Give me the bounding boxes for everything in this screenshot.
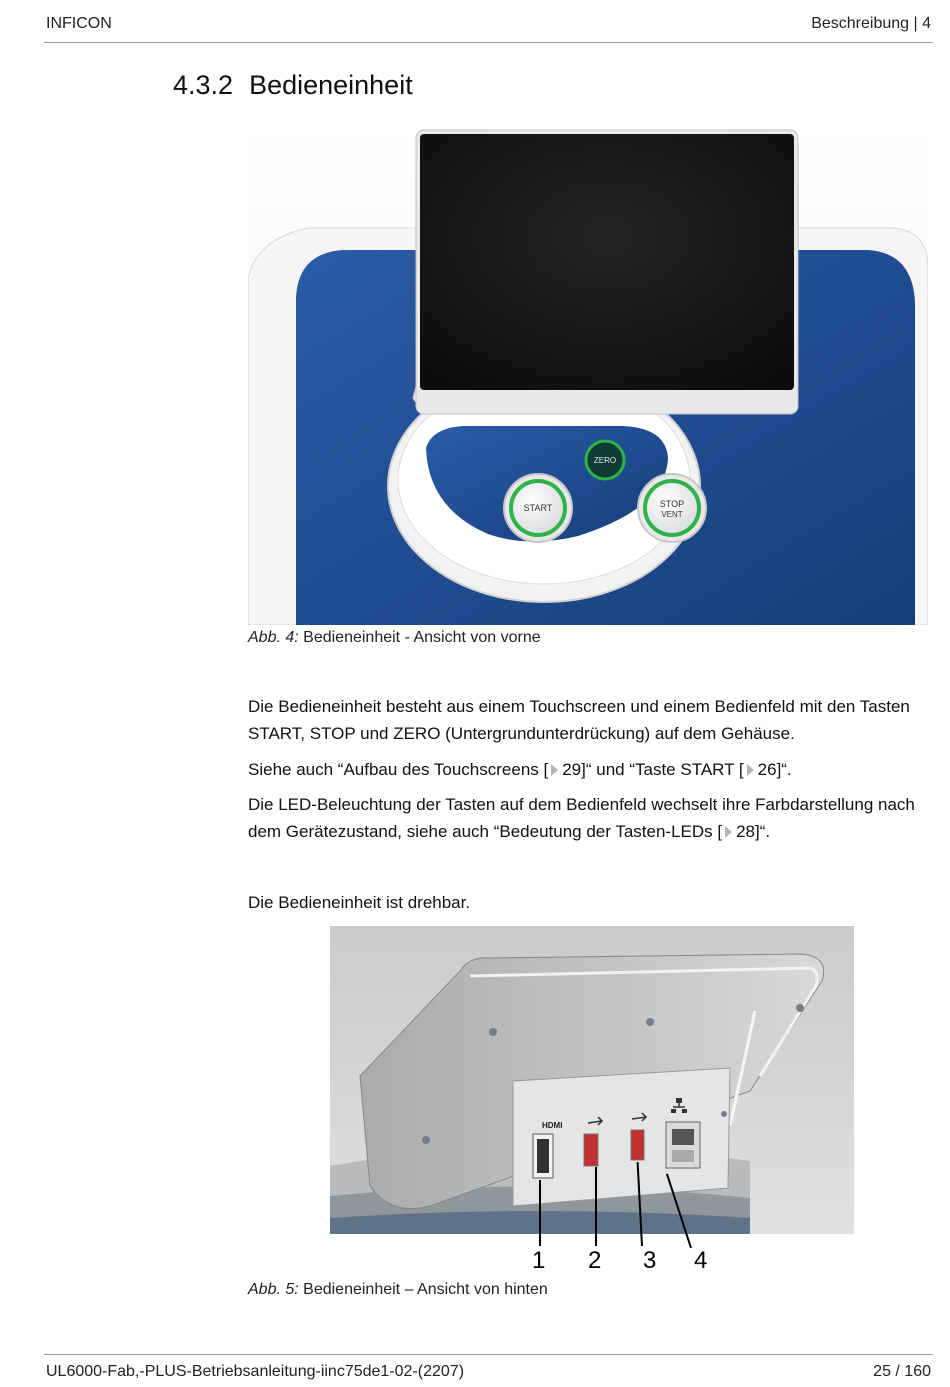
section-number: 4.3.2 (173, 70, 234, 100)
ref-arrow-icon (551, 764, 558, 776)
callout-2: 2 (588, 1247, 602, 1274)
callout-line-2 (595, 1167, 597, 1246)
stop-label: STOP (659, 499, 685, 509)
figure-rear-view (330, 926, 854, 1234)
start-label: START (523, 503, 553, 513)
figure2-text: Bedieneinheit – Ansicht von hinten (303, 1281, 548, 1298)
callout-1: 1 (532, 1247, 546, 1274)
footer-document-id: UL6000-Fab,-PLUS-Betriebsanleitung-iinc75de1-02-(2207) (46, 1363, 465, 1380)
page-footer (44, 1354, 933, 1387)
section-title (173, 70, 413, 101)
hdmi-label: HDMI (542, 1121, 563, 1130)
section-heading: Bedieneinheit (249, 70, 413, 100)
figure1-label: Abb. 4: (248, 629, 299, 646)
callout-line-1 (539, 1180, 541, 1246)
callout-3: 3 (643, 1247, 657, 1274)
header-brand: INFICON (46, 15, 112, 32)
ref-link-start-key[interactable]: 26 (757, 760, 777, 779)
page-header (44, 14, 933, 43)
header-chapter: Beschreibung | 4 (811, 15, 931, 32)
zero-label: ZERO (593, 456, 617, 465)
usb-port-2-graphic (631, 1130, 644, 1160)
ref-arrow-icon (725, 826, 732, 838)
paragraph-see-also: Siehe auch “Aufbau des Touchscreens [ 29]“ und “Taste START [ 26]“. (248, 760, 792, 779)
vent-label: VENT (661, 510, 683, 519)
ref-link-touchscreen[interactable]: 29 (562, 760, 582, 779)
ref-link-key-leds[interactable]: 28 (736, 822, 756, 841)
usb-port-1-graphic (584, 1134, 598, 1166)
figure1-text: Bedieneinheit - Ansicht von vorne (303, 629, 541, 646)
ref-arrow-icon (747, 764, 754, 776)
figure2-caption (248, 1281, 548, 1299)
operating-unit-rear-illustration (330, 926, 854, 1234)
figure-front-view (248, 128, 928, 625)
callout-4: 4 (694, 1247, 708, 1274)
paragraph-description: Die Bedieneinheit besteht aus einem Touchscreen und einem Bedienfeld mit den Tasten START, STOP und ZERO (Untergrundunterdrückung) auf dem Gehäuse. (248, 697, 910, 743)
footer-page-number: 25 / 160 (873, 1363, 931, 1380)
paragraph-rotatable: Die Bedieneinheit ist drehbar. (248, 893, 471, 912)
figure1-caption (248, 629, 541, 647)
operating-unit-front-illustration (248, 128, 928, 625)
paragraph-led: Die LED-Beleuchtung der Tasten auf dem Bedienfeld wechselt ihre Farbdarstellung nach dem Gerätezustand, siehe auch “Bedeutung der Tasten-LEDs [ 28]“. (248, 795, 915, 841)
figure2-label: Abb. 5: (248, 1281, 299, 1298)
